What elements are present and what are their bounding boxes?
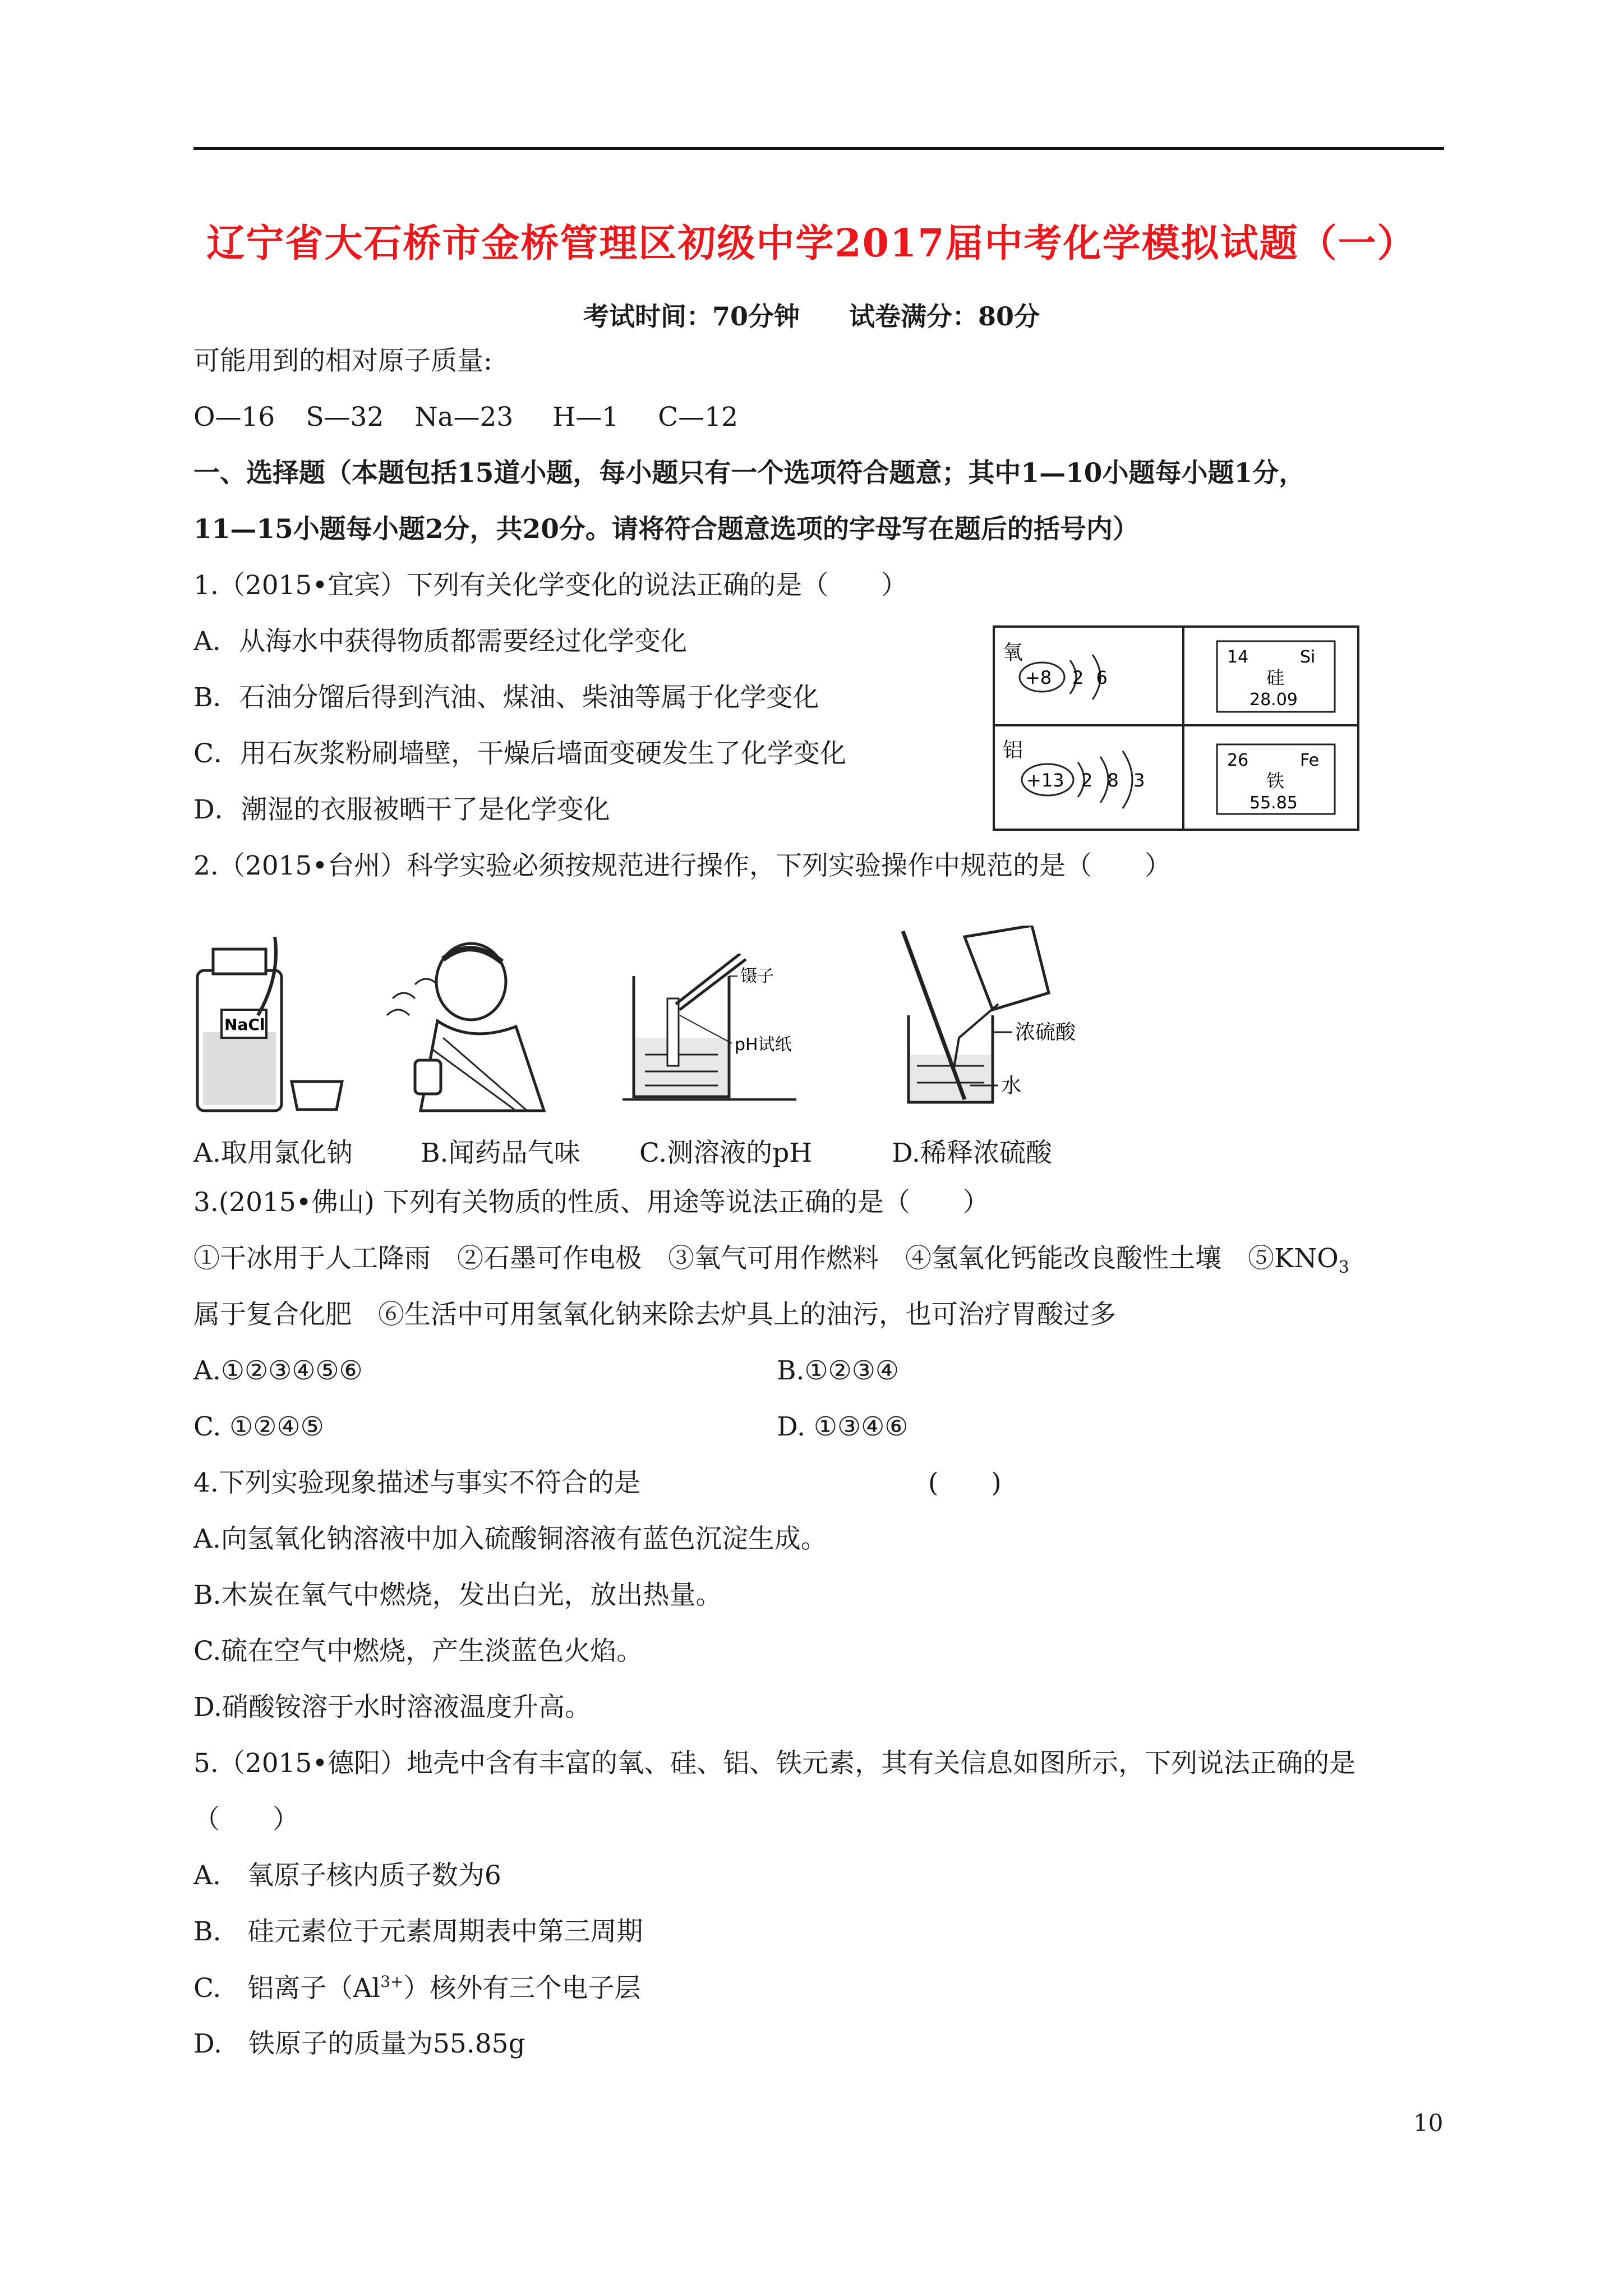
question-2-option-a: A.取用氯化钠 [193, 1138, 353, 1168]
question-3-stem: 3.(2015•佛山) 下列有关物质的性质、用途等说法正确的是（ ） [193, 1187, 989, 1218]
page-title: 辽宁省大石桥市金桥管理区初级中学2017届中考化学模拟试题（一） [206, 221, 1417, 266]
question-5-stem: 5.（2015•德阳）地壳中含有丰富的氧、硅、铝、铁元素，其有关信息如图所示，下列说法正确的是 [193, 1748, 1356, 1779]
nacl-bottle-illustration [191, 931, 359, 1122]
question-1-option-d: D．潮湿的衣服被晒干了是化学变化 [193, 794, 610, 825]
question-1-option-a: A．从海水中获得物质都需要经过化学变化 [193, 626, 687, 657]
question-3-statements: ①干冰用于人工降雨 ②石墨可作电极 ③氧气可用作燃料 ④氢氧化钙能改良酸性土壤 $⑤KNO_3$ [193, 1243, 1349, 1277]
question-5-answer-paren: （ ） [193, 1804, 299, 1835]
question-3-statements-cont: 属于复合化肥 ⑥生活中可用氢氧化钠来除去炉具上的油污，也可治疗胃酸过多 [193, 1299, 1116, 1330]
question-4-option-a: A.向氢氧化钠溶液中加入硫酸铜溶液有蓝色沉淀生成。 [193, 1524, 827, 1554]
question-5-option-c: C. 铝离子$(Al^{3+})$核外有三个电子层 [193, 1972, 641, 2004]
aluminum-nucleus: +13 [1026, 770, 1064, 791]
atomic-mass-list: O—16 S—32 Na—23 H—1 C—12 [193, 402, 738, 432]
oxygen-label: 氧 [1003, 641, 1023, 664]
section-1-heading: 一、选择题（本题包括15道小题，每小题只有一个选项符合题意；其中1—10小题每小题1分， [193, 458, 1306, 489]
question-5-option-b: B. 硅元素位于元素周期表中第三周期 [193, 1916, 643, 1947]
question-3-option-b: B.①②③④ [777, 1355, 900, 1386]
exam-time: 考试时间：70分钟 [583, 301, 800, 332]
exam-meta [0, 296, 1623, 333]
atomic-mass-label: 可能用到的相对原子质量: [193, 346, 492, 376]
iron-mass: 55.85 [1249, 793, 1298, 813]
water-label: 水 [1001, 1074, 1022, 1097]
question-4-option-c: C.硫在空气中燃烧，产生淡蓝色火焰。 [193, 1636, 643, 1667]
question-5-option-a: A. 氧原子核内质子数为6 [193, 1860, 501, 1891]
silicon-symbol: Si [1300, 647, 1316, 667]
question-1-stem: 1.（2015•宜宾）下列有关化学变化的说法正确的是（ ） [193, 570, 908, 601]
ph-paper-label: pH试纸 [735, 1035, 792, 1055]
question-2-stem: 2.（2015•台州）科学实验必须按规范进行操作，下列实验操作中规范的是（ ） [193, 850, 1172, 881]
iron-number: 26 [1227, 751, 1249, 770]
question-1-option-b: B．石油分馏后得到汽油、煤油、柴油等属于化学变化 [193, 682, 819, 713]
iron-symbol: Fe [1300, 751, 1320, 770]
nacl-label: NaCl [224, 1015, 265, 1034]
question-3-options-row-2 [193, 1411, 1444, 1443]
aluminum-label: 铝 [1003, 739, 1023, 762]
silicon-number: 14 [1227, 647, 1249, 667]
question-4-option-d: D.硝酸铵溶于水时溶液温度升高。 [193, 1692, 591, 1723]
question-2-option-b: B.闻药品气味 [421, 1138, 580, 1168]
oxygen-shells: 2 6 [1072, 667, 1111, 688]
silicon-name: 硅 [1266, 667, 1285, 688]
question-4-stem: 4.下列实验现象描述与事实不符合的是 ( ) [193, 1467, 1002, 1498]
question-1-option-c: C．用石灰浆粉刷墙壁，干燥后墙面变硬发生了化学变化 [193, 738, 846, 769]
question-4-option-b: B.木炭在氧气中燃烧，发出白光，放出热量。 [193, 1580, 722, 1611]
section-1-heading-cont: 11—15小题每小题2分，共20分。请将符合题意选项的字母写在题后的括号内） [193, 514, 1139, 545]
tweezers-label: 镊子 [740, 967, 774, 986]
question-4-answer-paren: ( ) [928, 1467, 1002, 1498]
question-2-option-d: D.稀释浓硫酸 [892, 1138, 1052, 1168]
silicon-mass: 28.09 [1249, 690, 1298, 710]
smelling-illustration [381, 931, 555, 1122]
acid-label: 浓硫酸 [1015, 1021, 1076, 1044]
dilute-acid-illustration [886, 926, 1094, 1111]
element-info-figure [993, 625, 1363, 833]
question-3-options-row-1 [193, 1355, 1444, 1387]
full-score: 试卷满分：80分 [849, 301, 1040, 332]
question-3-option-d: D. ①③④⑥ [777, 1411, 909, 1442]
aluminum-shells: 2 8 3 [1081, 770, 1150, 791]
question-5-option-d: D. 铁原子的质量为55.85g [193, 2028, 525, 2059]
header-rule [193, 147, 1444, 150]
oxygen-nucleus: +8 [1025, 667, 1052, 688]
ph-test-illustration [623, 954, 824, 1105]
iron-name: 铁 [1266, 770, 1285, 792]
page-number: 10 [1413, 2109, 1444, 2137]
question-2-option-c: C.测溶液的pH [639, 1138, 813, 1168]
question-3-option-c: C. ①②④⑤ [193, 1411, 324, 1442]
question-3-option-a: A.①②③④⑤⑥ [193, 1355, 363, 1386]
